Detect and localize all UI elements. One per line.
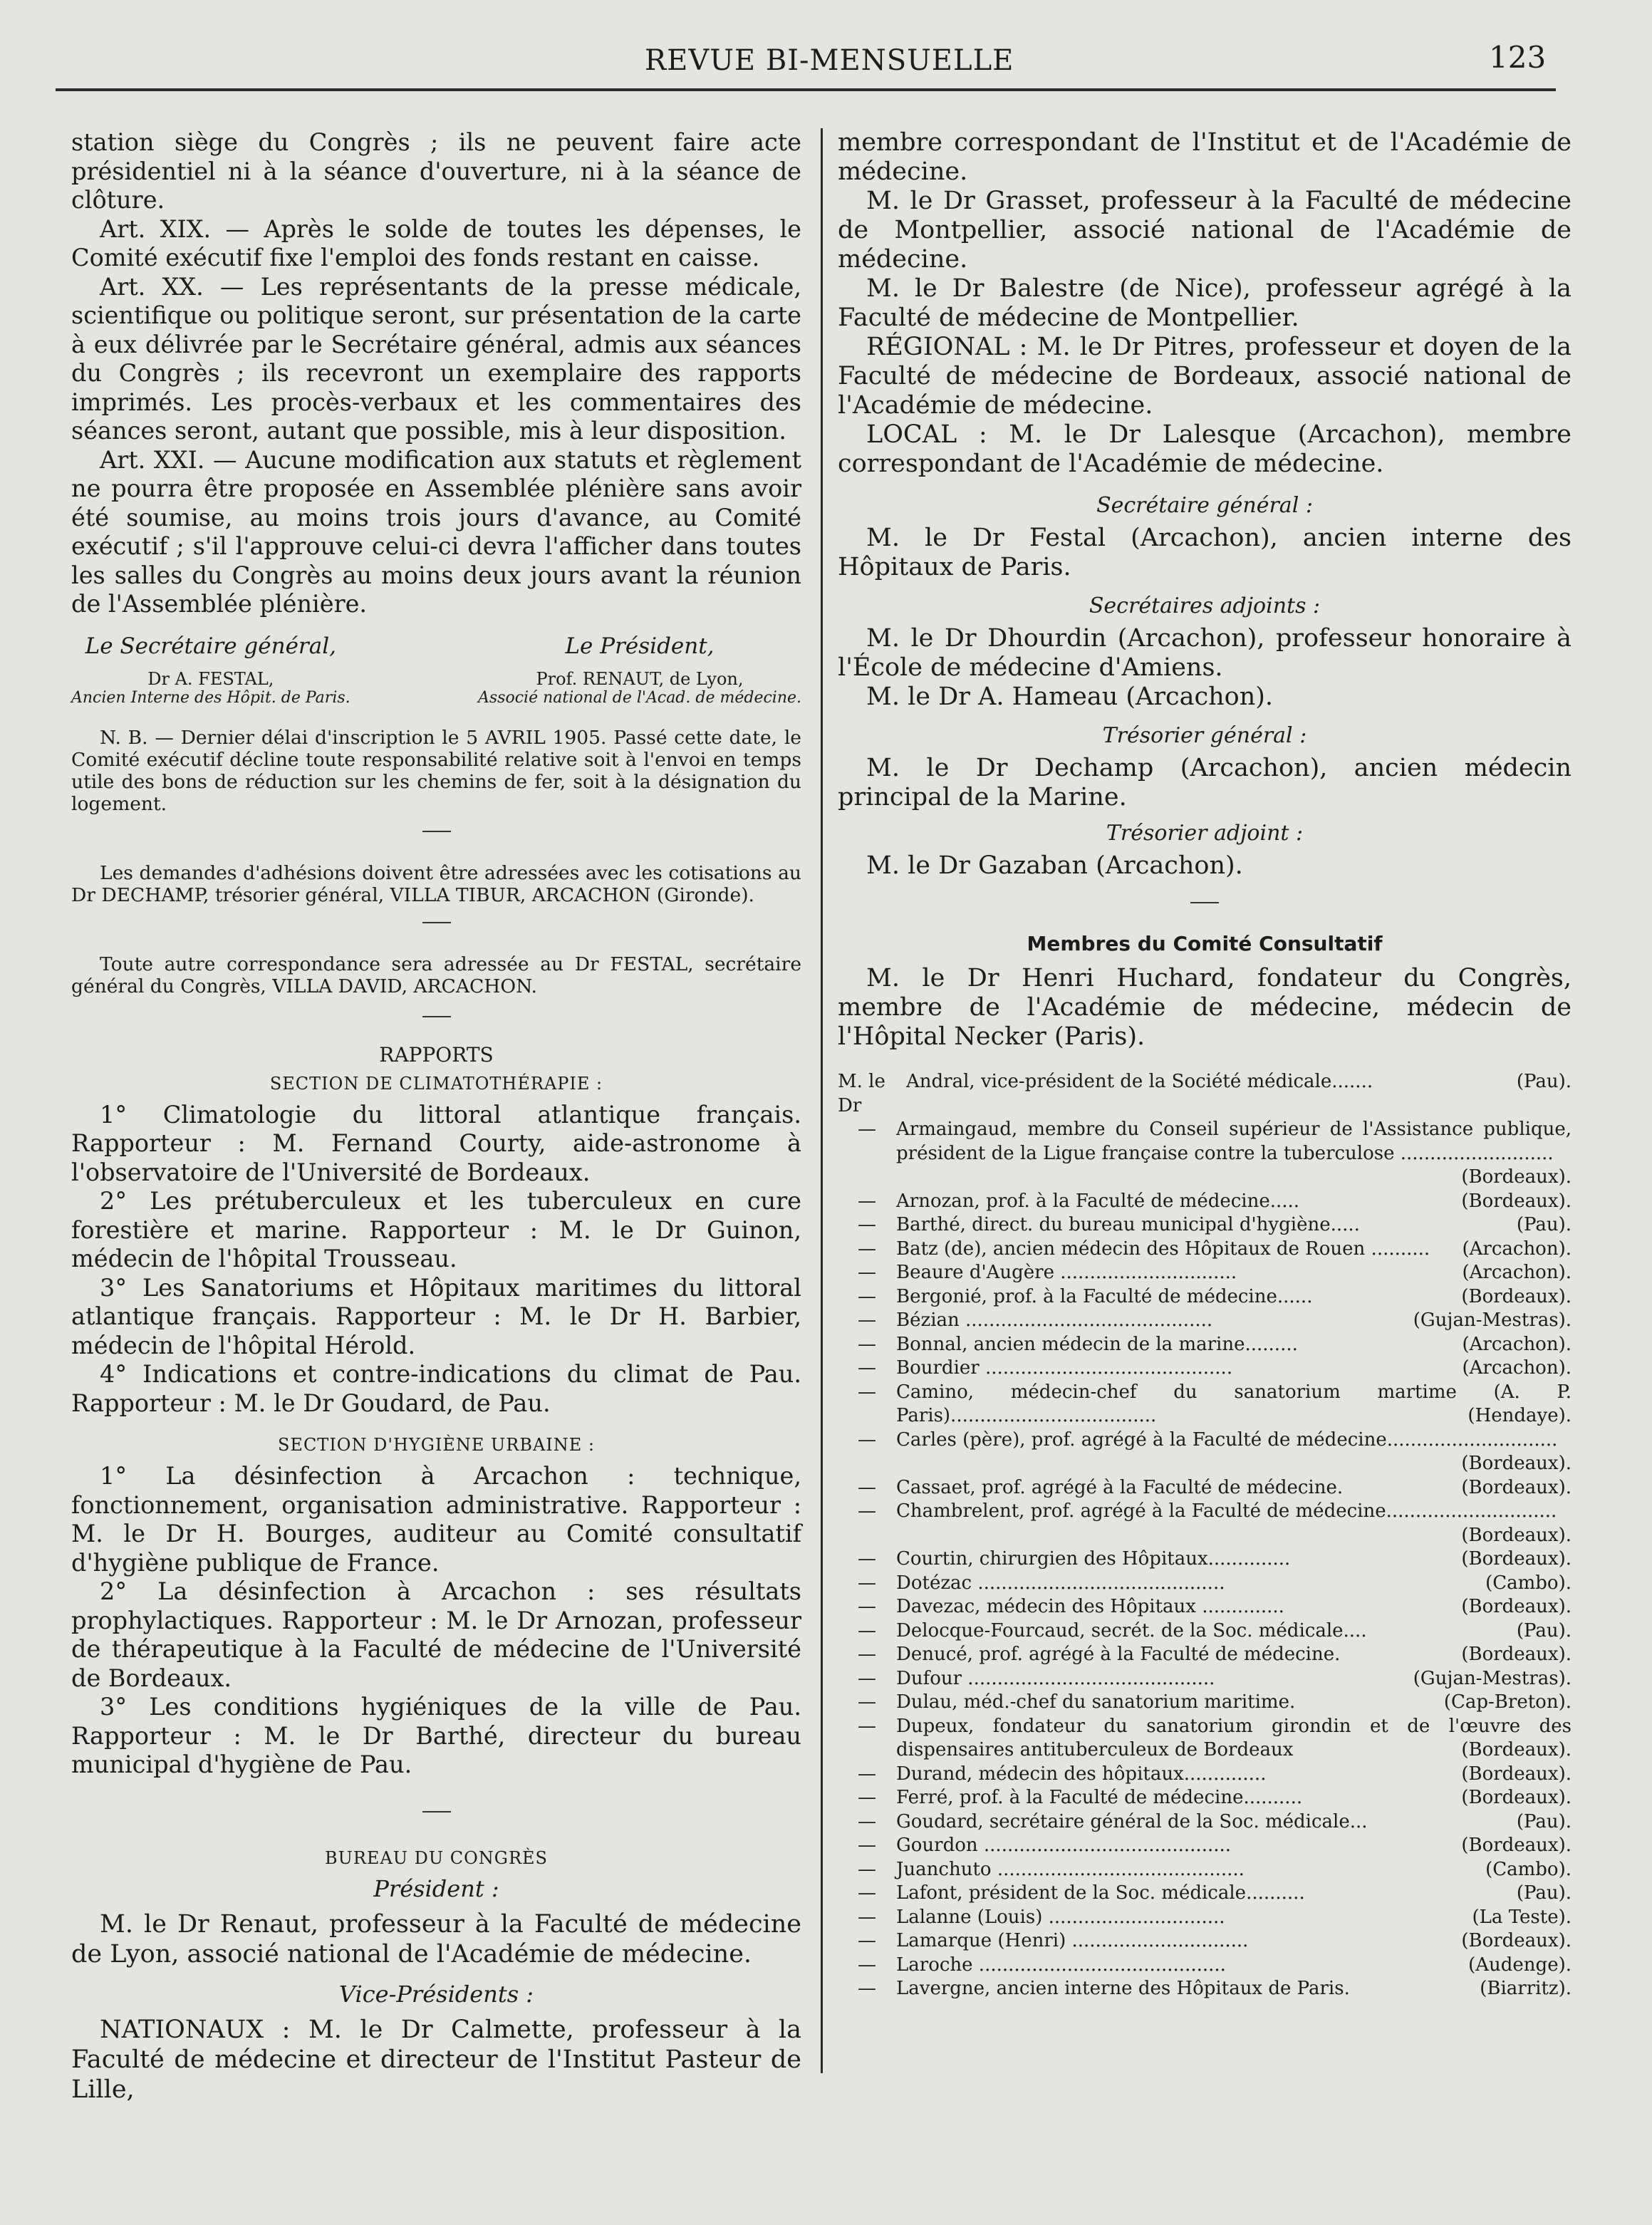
member-lead: — — [858, 1428, 876, 1451]
member-place: (Bordeaux). — [1461, 1644, 1572, 1665]
separator — [422, 831, 451, 832]
member-lead: — — [858, 1619, 876, 1641]
vp-grasset: M. le Dr Grasset, professeur à la Faculté de médecine de Montpellier, associé national de l'Académie de médecine. — [838, 187, 1572, 274]
signature-president-role: Associé national de l'Acad. de médecine. — [478, 688, 801, 707]
climato-report-1: 1° Climatologie du littoral atlantique français. Rapporteur : M. Fernand Courty, aide-astronome à l'observatoire de l'Université de Bordeaux. — [71, 1100, 801, 1186]
secretary-general-label: Secrétaire général : — [1096, 493, 1313, 518]
list-item — [838, 1357, 1572, 1381]
signature-secretary-name: Dr A. FESTAL, — [147, 668, 274, 689]
member-lead: — — [858, 1858, 876, 1880]
member-place: (Bordeaux). — [1461, 1596, 1572, 1617]
member-place: (Cambo). — [1485, 1572, 1572, 1594]
member-place: (Pau). — [1516, 1810, 1572, 1832]
list-item — [838, 1691, 1572, 1715]
member-place: (Arcachon). — [1462, 1238, 1572, 1260]
page-number: 123 — [1489, 40, 1547, 75]
member-lead: — — [858, 1190, 876, 1212]
separator — [422, 1016, 451, 1017]
member-place: (Pau). — [1516, 1882, 1572, 1904]
signature-president-name: Prof. RENAUT, de Lyon, — [536, 668, 744, 689]
member-description: Barthé, direct. du bureau municipal d'hygiène..... — [896, 1214, 1360, 1235]
vice-presidents-label: Vice-Présidents : — [338, 1980, 534, 2008]
member-description: Ferré, prof. à la Faculté de médecine.......... — [896, 1787, 1303, 1808]
member-text — [896, 1572, 1572, 1596]
member-text — [896, 1954, 1572, 1978]
list-item — [838, 1118, 1572, 1190]
member-lead: — — [858, 1763, 876, 1785]
consultative-committee-title: Membres du Comité Consultatif — [1027, 932, 1383, 955]
vp-balestre: M. le Dr Balestre (de Nice), professeur agrégé à la Faculté de médecine de Montpellier. — [838, 274, 1572, 332]
member-lead: — — [858, 1476, 876, 1498]
member-text — [896, 1715, 1572, 1763]
page-header — [0, 37, 1652, 87]
member-lead: — — [858, 1381, 876, 1403]
member-description: Davezac, médecin des Hôpitaux .............. — [896, 1596, 1284, 1617]
member-place: (Bordeaux). — [1461, 1190, 1572, 1212]
member-place: (Gujan-Mestras). — [1413, 1309, 1572, 1331]
member-text — [896, 1261, 1572, 1285]
list-item — [838, 1213, 1572, 1238]
member-place: (Hendaye). — [1467, 1405, 1572, 1426]
list-item — [838, 1190, 1572, 1214]
member-place: (Bordeaux). — [1461, 1739, 1572, 1760]
list-item — [838, 1261, 1572, 1285]
member-text — [896, 1595, 1572, 1619]
list-item — [838, 1977, 1572, 2001]
signature-president — [478, 633, 801, 707]
separator — [422, 922, 451, 923]
member-description: Armaingaud, membre du Conseil supérieur de l'Assistance publique, président de la Ligue française contre la tuberculose .......................... — [896, 1119, 1572, 1164]
member-place: (Bordeaux). — [1461, 1787, 1572, 1808]
vice-presidents-nationaux: NATIONAUX : M. le Dr Calmette, professeur à la Faculté de médecine et directeur de l'Institut Pasteur de Lille, — [71, 2015, 801, 2104]
assistant-secretary-2: M. le Dr A. Hameau (Arcachon). — [866, 683, 1274, 711]
member-description: Beaure d'Augère .............................. — [896, 1262, 1237, 1283]
climato-report-3: 3° Les Sanatoriums et Hôpitaux maritimes du littoral atlantique français. Rapporteur : M. le Dr H. Barbier, médecin de l'hôpital Hérold. — [71, 1273, 801, 1359]
member-lead: — — [858, 1357, 876, 1379]
member-text — [896, 1357, 1572, 1381]
member-lead: — — [858, 1333, 876, 1355]
member-text — [896, 1643, 1572, 1667]
president-label: Président : — [373, 1874, 499, 1902]
member-lead: — — [858, 1882, 876, 1904]
hygiene-reports — [71, 1462, 801, 1780]
member-place: (Cap-Breton). — [1443, 1691, 1572, 1713]
article-21: Art. XXI. — Aucune modification aux statuts et règlement ne pourra être proposée en Assemblée plénière sans avoir été soumise, au moins trois jours d'avance, au Comité exécutif ; s'il l'approuve celui-ci devra l'afficher dans toutes les salles du Congrès au moins deux jours avant la réunion de l'Assemblée plénière. — [71, 445, 801, 618]
list-item — [838, 1595, 1572, 1619]
list-item — [838, 1619, 1572, 1644]
member-place: (Bordeaux). — [1461, 1548, 1572, 1570]
member-text — [896, 1667, 1572, 1691]
vp-regional: RÉGIONAL : M. le Dr Pitres, professeur et doyen de la Faculté de médecine de Bordeaux, associé national de l'Académie de médecine. — [838, 333, 1572, 420]
assistant-treasurer-label: Trésorier adjoint : — [1106, 821, 1304, 846]
nota-bene: N. B. — Dernier délai d'inscription le 5 AVRIL 1905. Passé cette date, le Comité exécutif décline toute responsabilité relative soit à l'envoi en temps utile des bons de réduction sur les chemins de fer, soit à la désignation du logement. — [71, 726, 801, 815]
member-description: Camino, médecin-chef du sanatorium martime (A. P. Paris)................................... — [896, 1381, 1572, 1426]
list-item — [838, 1547, 1572, 1572]
section-climato-heading: SECTION DE CLIMATOTHÉRAPIE : — [269, 1073, 603, 1094]
article-19: Art. XIX. — Après le solde de toutes les dépenses, le Comité exécutif fixe l'emploi des fonds restant en caisse. — [71, 214, 801, 271]
member-description: Dupeux, fondateur du sanatorium girondin et de l'œuvre des dispensaires antituberculeux de Bordeaux — [896, 1715, 1572, 1760]
member-description: Lamarque (Henri) .............................. — [896, 1930, 1249, 1951]
climato-report-2: 2° Les prétuberculeux et les tuberculeux en cure forestière et marine. Rapporteur : M. le Dr Guinon, médecin de l'hôpital Trousseau. — [71, 1187, 801, 1272]
members-list — [838, 1070, 1572, 2001]
list-item — [838, 1858, 1572, 1882]
rapports-title: RAPPORTS — [379, 1042, 494, 1067]
member-text — [896, 1285, 1572, 1309]
member-lead: — — [858, 1930, 876, 1951]
member-lead: — — [858, 1238, 876, 1260]
list-item — [838, 1834, 1572, 1858]
member-text — [896, 1858, 1572, 1882]
member-lead: — — [858, 1954, 876, 1976]
signature-secretary-role: Ancien Interne des Hôpit. de Paris. — [71, 688, 350, 707]
list-item — [838, 1381, 1572, 1428]
running-title: REVUE BI-MENSUELLE — [645, 44, 1014, 77]
vp-local: LOCAL : M. le Dr Lalesque (Arcachon), membre correspondant de l'Académie de médecine. — [838, 420, 1572, 478]
member-place: (Bordeaux). — [1461, 1835, 1572, 1856]
member-description: Courtin, chirurgien des Hôpitaux.............. — [896, 1548, 1291, 1570]
member-text — [896, 1500, 1572, 1547]
member-lead: — — [858, 1835, 876, 1856]
list-item — [838, 1810, 1572, 1835]
list-item — [838, 1882, 1572, 1906]
member-place: (Pau). — [1516, 1214, 1572, 1235]
section-hygiene-heading: SECTION D'HYGIÈNE URBAINE : — [277, 1435, 596, 1455]
list-item — [838, 1333, 1572, 1357]
member-text — [896, 1834, 1572, 1858]
member-place: (Bordeaux). — [1461, 1524, 1572, 1546]
member-text — [896, 1977, 1572, 2001]
list-item — [838, 1954, 1572, 1978]
list-item — [838, 1238, 1572, 1262]
climato-reports — [71, 1101, 801, 1418]
member-description: Bézian .......................................... — [896, 1309, 1213, 1331]
treasurer-general-label: Trésorier général : — [1102, 723, 1307, 748]
member-text — [896, 1190, 1572, 1214]
member-text — [906, 1070, 1572, 1118]
member-text — [896, 1906, 1572, 1930]
member-text — [896, 1118, 1572, 1190]
member-text — [896, 1547, 1572, 1572]
member-lead: — — [858, 1596, 876, 1617]
member-description: Bourdier .......................................... — [896, 1357, 1233, 1379]
member-lead: — — [858, 1572, 876, 1594]
president-text: M. le Dr Renaut, professeur à la Faculté de médecine de Lyon, associé national de l'Académie de médecine. — [71, 1909, 801, 1969]
bureau-title: BUREAU DU CONGRÈS — [325, 1847, 548, 1868]
signatures — [71, 633, 801, 707]
member-lead: — — [858, 1715, 876, 1737]
list-item — [838, 1500, 1572, 1547]
signature-secretary-title: Le Secrétaire général, — [85, 633, 336, 659]
member-lead: — — [858, 1214, 876, 1235]
member-description: Batz (de), ancien médecin des Hôpitaux de Rouen .......... — [896, 1238, 1430, 1260]
statute-intro: station siège du Congrès ; ils ne peuvent faire acte présidentiel ni à la séance d'ouverture, ni à la séance de clôture. — [71, 128, 801, 214]
member-text — [896, 1786, 1572, 1810]
article-20: Art. XX. — Les représentants de la presse médicale, scientifique ou politique seront, sur présentation de la carte à eux délivrée par le Secrétaire général, admis aux séances du Congrès ; ils recevront un exemplaire des rapports imprimés. Les procès-verbaux et les commentaires des séances seront, autant que possible, mis à leur disposition. — [71, 272, 801, 445]
signature-secretary — [71, 633, 350, 707]
member-description: Goudard, secrétaire général de la Soc. médicale... — [896, 1810, 1368, 1832]
list-item — [838, 1309, 1572, 1333]
member-description: Durand, médecin des hôpitaux.............. — [896, 1763, 1267, 1785]
member-lead: M. le Dr — [838, 1071, 885, 1116]
member-text — [896, 1333, 1572, 1357]
member-description: Denucé, prof. agrégé à la Faculté de médecine. — [896, 1644, 1341, 1665]
member-place: (Gujan-Mestras). — [1413, 1667, 1572, 1689]
member-text — [896, 1929, 1572, 1954]
list-item — [838, 1643, 1572, 1667]
member-text — [896, 1763, 1572, 1787]
member-description: Carles (père), prof. agrégé à la Faculté de médecine............................. — [896, 1428, 1558, 1451]
member-place: (Pau). — [1516, 1071, 1572, 1092]
member-description: Chambrelent, prof. agrégé à la Faculté de médecine............................. — [896, 1500, 1557, 1522]
column-divider — [821, 128, 823, 2073]
member-description: Lalanne (Louis) .............................. — [896, 1906, 1225, 1928]
member-text — [896, 1810, 1572, 1835]
member-description: Andral, vice-président de la Société médicale....... — [906, 1071, 1373, 1092]
member-description: Laroche .......................................... — [896, 1954, 1226, 1976]
assistant-treasurer-text: M. le Dr Gazaban (Arcachon). — [866, 851, 1243, 880]
member-description: Gourdon .......................................... — [896, 1835, 1232, 1856]
member-place: (La Teste). — [1472, 1906, 1572, 1928]
member-lead: — — [858, 1906, 876, 1928]
header-rule — [56, 88, 1556, 91]
secretary-general-text: M. le Dr Festal (Arcachon), ancien interne des Hôpitaux de Paris. — [838, 524, 1572, 581]
member-place: (Bordeaux). — [1461, 1453, 1572, 1474]
member-place: (Pau). — [1516, 1619, 1572, 1641]
list-item — [838, 1428, 1572, 1476]
member-description: Juanchuto .......................................... — [896, 1858, 1245, 1880]
list-item — [838, 1763, 1572, 1787]
member-description: Dotézac .......................................... — [896, 1572, 1225, 1594]
list-item — [838, 1070, 1572, 1118]
member-text — [896, 1619, 1572, 1644]
member-description: Bergonié, prof. à la Faculté de médecine...... — [896, 1285, 1313, 1307]
member-lead: — — [858, 1644, 876, 1665]
member-description: Lavergne, ancien interne des Hôpitaux de Paris. — [896, 1978, 1350, 1999]
member-text — [896, 1381, 1572, 1428]
member-description: Lafont, président de la Soc. médicale.......... — [896, 1882, 1305, 1904]
hygiene-report-2: 2° La désinfection à Arcachon : ses résultats prophylactiques. Rapporteur : M. le Dr Arnozan, professeur de thérapeutique à la Faculté de médecine de l'Université de Bordeaux. — [71, 1577, 801, 1692]
left-column — [71, 128, 801, 2105]
member-place: (Bordeaux). — [1461, 1476, 1572, 1498]
signature-president-title: Le Président, — [565, 633, 715, 659]
member-text — [896, 1476, 1572, 1500]
list-item — [838, 1572, 1572, 1596]
member-text — [896, 1238, 1572, 1262]
list-item — [838, 1906, 1572, 1930]
member-text — [896, 1213, 1572, 1238]
separator — [422, 1811, 451, 1812]
list-item — [838, 1667, 1572, 1691]
adhesions-note: Les demandes d'adhésions doivent être adressées avec les cotisations au Dr DECHAMP, trésorier général, VILLA TIBUR, ARCACHON (Gironde). — [71, 861, 801, 906]
list-item — [838, 1929, 1572, 1954]
member-lead: — — [858, 1810, 876, 1832]
member-place: (Arcachon). — [1462, 1333, 1572, 1355]
correspondance-note: Toute autre correspondance sera adressée au Dr FESTAL, secrétaire général du Congrès, VILLA DAVID, ARCACHON. — [71, 953, 801, 997]
calmette-continued: membre correspondant de l'Institut et de l'Académie de médecine. — [838, 128, 1572, 186]
member-lead: — — [858, 1667, 876, 1689]
member-description: Delocque-Fourcaud, secrét. de la Soc. médicale.... — [896, 1619, 1367, 1641]
member-place: (Biarritz). — [1480, 1978, 1572, 1999]
member-description: Bonnal, ancien médecin de la marine......... — [896, 1333, 1298, 1355]
member-text — [896, 1428, 1572, 1476]
member-description: Cassaet, prof. agrégé à la Faculté de médecine. — [896, 1476, 1344, 1498]
huchard-entry: M. le Dr Henri Huchard, fondateur du Congrès, membre de l'Académie de médecine, médecin de l'Hôpital Necker (Paris). — [838, 964, 1572, 1051]
separator — [1190, 902, 1219, 903]
member-lead: — — [858, 1500, 876, 1522]
list-item — [838, 1715, 1572, 1763]
member-place: (Bordeaux). — [1461, 1763, 1572, 1785]
list-item — [838, 1285, 1572, 1309]
member-lead: — — [858, 1787, 876, 1808]
member-place: (Bordeaux). — [1461, 1166, 1572, 1188]
member-place: (Cambo). — [1485, 1858, 1572, 1880]
member-lead: — — [858, 1978, 876, 1999]
member-lead: — — [858, 1309, 876, 1331]
member-place: (Bordeaux). — [1461, 1930, 1572, 1951]
right-column — [838, 128, 1572, 2001]
member-text — [896, 1691, 1572, 1715]
member-place: (Arcachon). — [1462, 1357, 1572, 1379]
member-text — [896, 1882, 1572, 1906]
member-description: Dufour .......................................... — [896, 1667, 1215, 1689]
list-item — [838, 1476, 1572, 1500]
treasurer-general-text: M. le Dr Dechamp (Arcachon), ancien médecin principal de la Marine. — [838, 754, 1572, 811]
member-lead: — — [858, 1119, 876, 1140]
member-text — [896, 1309, 1572, 1333]
member-lead: — — [858, 1548, 876, 1570]
member-description: Arnozan, prof. à la Faculté de médecine..... — [896, 1190, 1300, 1212]
member-place: (Arcachon). — [1462, 1262, 1572, 1283]
climato-report-4: 4° Indications et contre-indications du climat de Pau. Rapporteur : M. le Dr Goudard, de Pau. — [71, 1360, 801, 1417]
hygiene-report-3: 3° Les conditions hygiéniques de la ville de Pau. Rapporteur : M. le Dr Barthé, directeur du bureau municipal d'hygiène de Pau. — [71, 1693, 801, 1778]
assistant-secretaries-label: Secrétaires adjoints : — [1089, 593, 1321, 618]
assistant-secretary-1: M. le Dr Dhourdin (Arcachon), professeur honoraire à l'École de médecine d'Amiens. — [838, 624, 1572, 682]
member-lead: — — [858, 1691, 876, 1713]
list-item — [838, 1786, 1572, 1810]
member-description: Dulau, méd.-chef du sanatorium maritime. — [896, 1691, 1296, 1713]
hygiene-report-1: 1° La désinfection à Arcachon : technique, fonctionnement, organisation administrative. Rapporteur : M. le Dr H. Bourges, auditeur au Comité consultatif d'hygiène publique de France. — [71, 1462, 801, 1577]
member-place: (Bordeaux). — [1461, 1285, 1572, 1307]
member-place: (Audenge). — [1468, 1954, 1572, 1976]
member-lead: — — [858, 1262, 876, 1283]
member-lead: — — [858, 1285, 876, 1307]
